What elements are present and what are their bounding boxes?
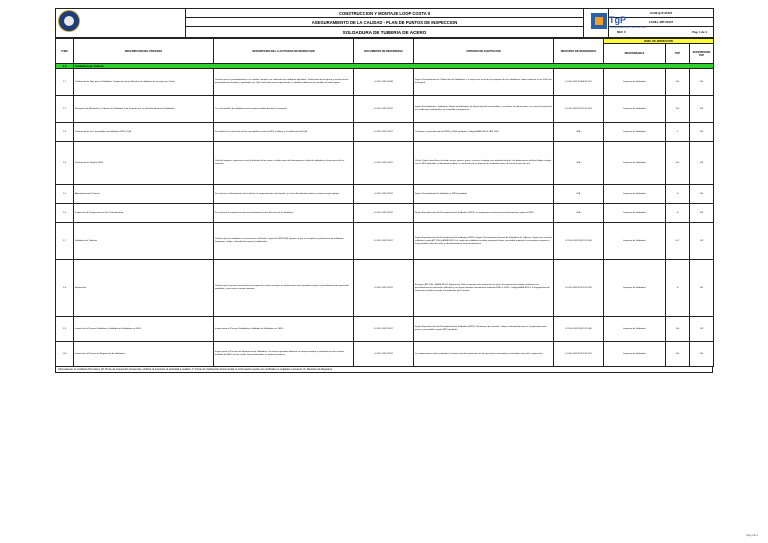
row-doc-ref: LCOII-L-WP-21007 [354, 223, 414, 260]
table-row [56, 142, 714, 185]
row-tgp: V,H [666, 317, 690, 342]
row-actividad: Inspeccionar el Proceso de Reparación de Soldadura. Las zonas reparadas deberán ser inspeccionadas y evaluadas por los mismos métodos de END con los cuales fueron detectadas en primera instancia. [214, 342, 354, 367]
row-actividad: Se verificará la temperatura de precalentamiento antes del inicio de la soldadura. [214, 204, 354, 223]
row-actividad: Verificar que los soldadores se encuentren calificados según los WPS/PQR vigentes, y que se cumplan los parámetros de soldadura (amperaje, voltaje, velocidad de avance) establecidos. [214, 223, 354, 260]
row-tgp: V,H [666, 69, 690, 96]
table-row [56, 96, 714, 123]
row-tgp: H [666, 185, 690, 204]
row-tgp: V,H [666, 342, 690, 367]
row-criterio: Las reparaciones serán evaluadas al mismo nivel de aceptación con los que fueron rechazados y evaluadas antes de la reparación. [414, 342, 554, 367]
row-supervision: V,R [690, 123, 714, 142]
row-item: 1.3 [56, 123, 74, 142]
row-supervision: V,R [690, 223, 714, 260]
table-row [56, 204, 714, 223]
row-supervision: V,R [690, 260, 714, 317]
row-item: 1.2 [56, 96, 74, 123]
project-title: CONSTRUCCION Y MONTAJE LOOP COSTA II [186, 9, 584, 18]
row-registro: N/A [554, 185, 604, 204]
col-tgp: TGP [666, 44, 690, 64]
col-doc-ref: DOCUMENTO DE REFERENCIA [354, 39, 414, 64]
page-footer: Pag 1 de 1 [746, 534, 758, 537]
table-row [56, 123, 714, 142]
row-tgp: H [666, 204, 690, 223]
row-doc-ref: LCOII-L-WP-21007 [354, 317, 414, 342]
row-item: 1.5 [56, 185, 74, 204]
tgp-logo-subtitle: Transportadora de Gas del Perú [609, 26, 647, 29]
section-item: 1.0 [56, 64, 74, 69]
row-proceso: Soldadura de Tuberías [74, 223, 214, 260]
row-actividad: Verificar que las juntas rechazadas por inspección visual o ensayos no destructivos sean reparadas según el procedimiento de reparación aprobado, y que sean re-inspeccionadas. [214, 260, 354, 317]
row-supervision: V,R [690, 96, 714, 123]
col-responsable: RESPONSABLE [604, 44, 666, 64]
row-responsable: Inspector de Soldadura [604, 123, 666, 142]
row-responsable: Inspector de Soldadura [604, 260, 666, 317]
row-tgp: V,H [666, 96, 690, 123]
row-item: 1.8 [56, 260, 74, 317]
inspection-plan-document [55, 8, 713, 373]
row-actividad: Verificar que los procedimientos a ser usados cumplen con calificados de soldadura aplicables. Verificacion de recepcion y revision de los procedimientos firmados y aprobados por TgP como fabricacion especificada y su debida calibración de medidas de todo equipo. [214, 69, 354, 96]
row-proceso: Inspección al Proceso de Reparación de Soldadura [74, 342, 214, 367]
document-code-1: LCOII-Q-IT-21007 [609, 9, 714, 18]
row-supervision: V,R [690, 69, 714, 96]
row-criterio: Según Procedimiento - Soldadura: Según metodologías de almacenaje del consumibles, y visualizar las dimensiones, así como el registro de las condiciones ambientales de humedad y temperatura. [414, 96, 554, 123]
document-code-2: LCOII-L-WP-21007 [609, 18, 714, 27]
row-criterio: Según Especificación del Procedimiento de Soldadura (WPS). Parámetros de corriente, voltaje, velocidad de avance, temperatura entre pases y consumibles según WPS aprobado. [414, 317, 554, 342]
row-proceso: Reparación [74, 260, 214, 317]
row-proceso: Verificación de Pipeline WPS [74, 142, 214, 185]
document-title: SOLDADURA DE TUBERIA DE ACERO [186, 27, 584, 38]
row-doc-ref: LCOII-L-WP-21007 [354, 204, 414, 223]
row-responsable: Inspector de Soldadura [604, 185, 666, 204]
row-item: 1.7 [56, 223, 74, 260]
plan-title: ASEGURAMIENTO DE LA CALIDAD - PLAN DE PUNTOS DE INSPECCION [186, 18, 584, 27]
row-responsable: Inspector de Soldadura [604, 204, 666, 223]
table-row [56, 223, 714, 260]
row-doc-ref: LCOII-L-WP-21007 [354, 123, 414, 142]
row-criterio: Según Procedimiento de Calificación de Soldadores. La inspección visual de los paquetes de las soldaduras, debe realizarse en un 100% de la longitud. [414, 69, 554, 96]
company-seal-logo [58, 10, 80, 32]
row-tgp: H [666, 260, 690, 317]
row-supervision: V,R [690, 317, 714, 342]
row-item: 1.1 [56, 69, 74, 96]
table-row [56, 185, 714, 204]
row-item: 1.9 [56, 317, 74, 342]
row-doc-ref: LCOII-L-WP-21007 [354, 185, 414, 204]
row-supervision: V,R [690, 142, 714, 185]
legend: Abreviaturas: H: Auditoría Permisiva; W: Punto de inspección presencial, notificar al Inspector la actividad a realizar; V: Punto de Verificación Documental, la información puede ser verificada en cualquier momento; R: Revisión de Registros. [55, 367, 713, 373]
row-actividad: Los consumibles de soldadura serán inspeccionados durante la recepción. [214, 96, 354, 123]
tgp-logo [591, 11, 655, 31]
row-proceso: Calificación de Wps para la Soldadura / Inspección de los Metales de soldadura de ensayos por 3 años [74, 69, 214, 96]
row-responsable: Inspector de Soldadura [604, 96, 666, 123]
col-nivel: NIVEL DE INSPECCION [604, 39, 714, 44]
row-criterio: Según Procedimiento de Soldadura y WPS aprobado. [414, 185, 554, 204]
table-row [56, 342, 714, 367]
row-responsable: Inspector de Soldadura [604, 317, 666, 342]
revision-label: REV. 0 [617, 30, 626, 34]
row-item: 1.10 [56, 342, 74, 367]
row-tgp: V,H [666, 142, 690, 185]
row-doc-ref: LCOII-L-WP-21007 [354, 342, 414, 367]
row-item: 1.6 [56, 204, 74, 223]
row-responsable: Inspector de Soldadura [604, 142, 666, 185]
row-registro: LCOII-L-WP-21007-FT-005 [554, 260, 604, 317]
row-actividad: Se verificará el alineamiento de la tubería, el espaciamiento entre bordes, y el uso del alineador interno o externo según aplique. [214, 185, 354, 204]
row-registro: LCOII-L-WP-21007-FT-004 [554, 223, 604, 260]
row-criterio: Según Especificación del Procedimiento de Soldadura (WPS). La temperatura mínima de precalentamiento según el WPS. [414, 204, 554, 223]
row-registro: N/A [554, 142, 604, 185]
row-registro: N/A [554, 123, 604, 142]
col-supervision: SUPERVISION TGP [690, 44, 714, 64]
row-registro: LCOII-L-WP-21007-FT-006 [554, 317, 604, 342]
row-doc-ref: LCOII-L-WP-21007 [354, 142, 414, 185]
row-responsable: Inspector de Soldadura [604, 223, 666, 260]
table-row [56, 69, 714, 96]
row-doc-ref: LCOII-L-WP-21008 [354, 69, 414, 96]
row-supervision: V,R [690, 342, 714, 367]
col-registro: REGISTRO DE REFERENCIA [554, 39, 604, 64]
row-doc-ref: LCOII-L-WP-21007 [354, 96, 414, 123]
col-actividad: DESCRIPCION DE LA ACTIVIDAD DE INSPECCION [214, 39, 354, 64]
row-criterio: Ensayos: API 1104 - ASME B31.8. Reparación: Solo se permite una reparación por junta; las reparaciones deben realizarse con procedimiento de reparación calificado y ser inspeccionadas nuevamente mediante END al 100%. Código ASME B31.8: la longitud total de reparación no debe exceder lo establecido por la norma. [414, 260, 554, 317]
row-tgp: V [666, 123, 690, 142]
page-label: Pag. 1 de 1 [692, 30, 707, 34]
row-criterio: Visual: Deben estar libres de óxido, aceite, pintura, grasa, escoria y cualquier otro material extraño. Las dimensiones del bisel deben cumplir con el WPS aplicable; el alineamiento debe ser verificado por el inspector de soldadura antes de iniciar el pase de raíz. [414, 142, 554, 185]
col-criterio: CRITERIO DE ACEPTACION [414, 39, 554, 64]
table-row [56, 260, 714, 317]
row-supervision: V,R [690, 185, 714, 204]
row-registro: N/A [554, 204, 604, 223]
row-responsable: Inspector de Soldadura [604, 342, 666, 367]
row-responsable: Inspector de Soldadura [604, 69, 666, 96]
row-registro: LCOII-L-WP-21007-FT-007 [554, 342, 604, 367]
tgp-logo-text: TgP [609, 15, 626, 25]
row-proceso: Inspección al Proceso Soldadura y Soldadas de Soldadura en 100% [74, 317, 214, 342]
row-registro: LCOII-L-WP-21007-FT-003 [554, 96, 604, 123]
table-row [56, 317, 714, 342]
col-proceso: DESCRIPCION DEL PROCESO [74, 39, 214, 64]
row-supervision: V,R [690, 204, 714, 223]
row-actividad: Verificar limpieza, inspección visual y biselado de las juntas a soldar antes del alineamiento, el tipo de soldadura y la presencia de los soportes. [214, 142, 354, 185]
row-proceso: Verificación de los Consumibles de Soldadura WPS, PQR [74, 123, 214, 142]
inspection-table [55, 38, 714, 367]
row-registro: LCOII-L-WP-21008-FT-001 [554, 69, 604, 96]
col-item: ITEM [56, 39, 74, 64]
row-proceso: Recepción de Materiales y Tuberías de Soldadura y de Insumos que se utilizarán durante la Soldadura [74, 96, 214, 123]
row-criterio: Conforme a especificación del WPS y PQR aprobado, Código ASME B31.8 / API 1104. [414, 123, 554, 142]
row-actividad: Inspeccionar el Proceso Soldadura y Soldadas de Soldadura en 100%. [214, 317, 354, 342]
row-proceso: Inspección de Temperatura en Pre-Calentamiento [74, 204, 214, 223]
row-item: 1.4 [56, 142, 74, 185]
section-label: Soldadura de Tuberia [74, 64, 714, 69]
row-criterio: Según Especificación del Procedimiento de Soldadura (WPS). Según Procedimiento General de Soldadura de Tuberías. Inspección visual de soldadura según API 1104 y ASME B31.8: el cordón de soldadura no debe presentar fisuras, porosidad superficial, socavaduras mayores a las permitidas, falta de fusión ni desalineamiento fuera de tolerancia. [414, 223, 554, 260]
row-tgp: H,V [666, 223, 690, 260]
row-proceso: Alineamiento de Tuberías [74, 185, 214, 204]
row-actividad: Se realizará la verificación de los consumibles contra el WPS a utilizar, y la calibración de PQR. [214, 123, 354, 142]
row-doc-ref: LCOII-L-WP-21007 [354, 260, 414, 317]
